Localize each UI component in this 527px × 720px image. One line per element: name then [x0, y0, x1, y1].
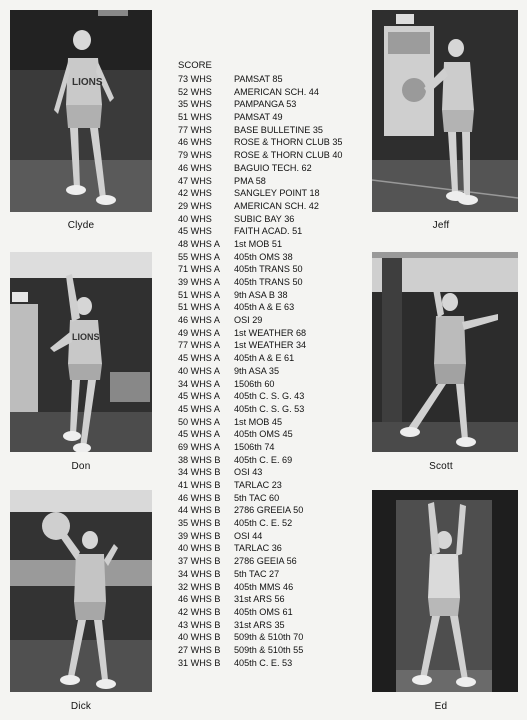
score-row	[178, 301, 368, 314]
score-row	[178, 175, 368, 188]
opponent: TARLAC 36	[234, 543, 282, 554]
opponent: BASE BULLETINE 35	[234, 124, 323, 135]
score-row	[178, 162, 368, 175]
score-value: 50 WHS A	[178, 416, 220, 427]
score-row	[178, 314, 368, 327]
score-row	[178, 631, 368, 644]
score-row	[178, 606, 368, 619]
score-row	[178, 251, 368, 264]
score-value: 79 WHS	[178, 150, 212, 161]
score-value: 69 WHS A	[178, 441, 220, 452]
photo-dick	[10, 490, 152, 692]
score-row	[178, 619, 368, 632]
opponent: 509th & 510th 55	[234, 644, 304, 655]
opponent: 1506th 60	[234, 378, 275, 389]
score-row	[178, 492, 368, 505]
opponent: BAGUIO TECH. 62	[234, 162, 312, 173]
opponent: 405th C. E. 52	[234, 518, 293, 529]
score-row	[178, 225, 368, 238]
opponent: SUBIC BAY 36	[234, 213, 295, 224]
score-row	[178, 327, 368, 340]
score-value: 38 WHS B	[178, 454, 221, 465]
score-row	[178, 428, 368, 441]
score-value: 51 WHS A	[178, 302, 220, 313]
score-value: 45 WHS A	[178, 429, 220, 440]
opponent: 5th TAC 60	[234, 492, 280, 503]
opponent: 405th C. S. G. 53	[234, 403, 305, 414]
photo-jeff	[372, 10, 518, 212]
score-row	[178, 644, 368, 657]
score-value: 51 WHS A	[178, 289, 220, 300]
opponent: SANGLEY POINT 18	[234, 188, 320, 199]
score-value: 27 WHS B	[178, 644, 221, 655]
opponent: 405th C. E. 69	[234, 454, 293, 465]
opponent: 1st MOB 51	[234, 238, 283, 249]
photo-ed	[372, 490, 518, 692]
photo-don	[10, 252, 152, 452]
caption-scott: Scott	[429, 461, 453, 472]
score-row	[178, 213, 368, 226]
opponent: PAMPANGA 53	[234, 99, 297, 110]
score-row	[178, 365, 368, 378]
opponent: 405th OMS 38	[234, 251, 293, 262]
score-heading: SCORE	[178, 60, 212, 71]
opponent: AMERICAN SCH. 44	[234, 86, 319, 97]
score-value: 31 WHS B	[178, 657, 221, 668]
score-row	[178, 339, 368, 352]
score-row	[178, 276, 368, 289]
score-value: 39 WHS A	[178, 277, 220, 287]
opponent: OSI 44	[234, 530, 263, 541]
score-list	[178, 60, 368, 669]
opponent: ROSE & THORN CLUB 35	[234, 137, 343, 148]
score-row	[178, 657, 368, 670]
opponent: 509th & 510th 70	[234, 632, 304, 643]
score-value: 45 WHS	[178, 226, 212, 237]
score-value: 55 WHS A	[178, 251, 220, 262]
score-value: 35 WHS B	[178, 518, 221, 529]
opponent: 405th TRANS 50	[234, 264, 303, 275]
score-value: 71 WHS A	[178, 264, 220, 275]
opponent: 405th C. E. 53	[234, 657, 293, 668]
photo-scott	[372, 252, 518, 452]
caption-dick: Dick	[70, 701, 92, 712]
score-row	[178, 124, 368, 137]
score-value: 45 WHS A	[178, 403, 220, 414]
opponent: 5th TAC 27	[234, 568, 280, 579]
score-value: 42 WHS B	[178, 606, 221, 617]
opponent: 9th ASA 35	[234, 365, 280, 376]
score-row	[178, 555, 368, 568]
score-row	[178, 200, 368, 213]
opponent: 9th ASA B 38	[234, 289, 288, 300]
caption-don: Don	[71, 461, 91, 472]
score-row	[178, 289, 368, 302]
score-value: 46 WHS B	[178, 492, 221, 503]
score-row	[178, 568, 368, 581]
opponent: FAITH ACAD. 51	[234, 226, 303, 237]
score-row	[178, 73, 368, 86]
opponent: 405th A & E 61	[234, 353, 295, 364]
score-value: 34 WHS B	[178, 467, 221, 478]
score-row	[178, 378, 368, 391]
opponent: 1st WEATHER 68	[234, 327, 307, 338]
score-value: 46 WHS	[178, 162, 212, 173]
opponent: PMA 58	[234, 175, 266, 186]
opponent: 1st MOB 45	[234, 416, 283, 427]
score-row	[178, 136, 368, 149]
score-row	[178, 352, 368, 365]
score-value: 46 WHS B	[178, 594, 221, 605]
score-row	[178, 466, 368, 479]
score-row	[178, 530, 368, 543]
opponent: 405th TRANS 50	[234, 277, 303, 287]
jersey-lettering: LIONS	[72, 332, 100, 342]
opponent: OSI 43	[234, 467, 263, 478]
opponent: ROSE & THORN CLUB 40	[234, 150, 343, 161]
score-value: 39 WHS B	[178, 530, 221, 541]
score-value: 45 WHS A	[178, 391, 220, 402]
opponent: 1506th 74	[234, 441, 275, 452]
score-value: 40 WHS A	[178, 365, 220, 376]
opponent: 405th OMS 61	[234, 606, 293, 617]
score-row	[178, 517, 368, 530]
score-value: 73 WHS	[178, 74, 212, 84]
score-row	[178, 98, 368, 111]
score-row	[178, 187, 368, 200]
score-value: 37 WHS B	[178, 556, 221, 567]
score-row	[178, 238, 368, 251]
score-value: 46 WHS	[178, 137, 212, 148]
caption-ed: Ed	[434, 701, 448, 712]
score-row	[178, 542, 368, 555]
caption-jeff: Jeff	[432, 220, 450, 231]
score-value: 45 WHS A	[178, 353, 220, 364]
jersey-lettering: LIONS	[72, 77, 103, 88]
opponent: 405th MMS 46	[234, 581, 294, 592]
opponent: 405th A & E 63	[234, 302, 295, 313]
score-row	[178, 504, 368, 517]
score-row	[178, 441, 368, 454]
score-value: 34 WHS B	[178, 568, 221, 579]
opponent: 405th C. S. G. 43	[234, 391, 305, 402]
score-value: 40 WHS	[178, 213, 212, 224]
score-value: 51 WHS	[178, 112, 212, 123]
score-value: 42 WHS	[178, 188, 212, 199]
photo-clyde	[10, 10, 152, 212]
score-value: 77 WHS	[178, 124, 212, 135]
caption-clyde: Clyde	[67, 220, 95, 231]
score-row	[178, 263, 368, 276]
score-row	[178, 111, 368, 124]
opponent: 31st ARS 35	[234, 619, 285, 630]
score-value: 40 WHS B	[178, 543, 221, 554]
score-row	[178, 581, 368, 594]
opponent: AMERICAN SCH. 42	[234, 200, 319, 211]
score-row	[178, 390, 368, 403]
score-value: 43 WHS B	[178, 619, 221, 630]
score-value: 29 WHS	[178, 200, 212, 211]
opponent: TARLAC 23	[234, 480, 282, 490]
score-row	[178, 86, 368, 99]
score-value: 32 WHS B	[178, 581, 221, 592]
score-value: 44 WHS B	[178, 505, 221, 516]
score-row	[178, 479, 368, 492]
score-value: 47 WHS	[178, 175, 212, 186]
score-row	[178, 454, 368, 467]
opponent: PAMSAT 85	[234, 74, 283, 84]
score-value: 34 WHS A	[178, 378, 220, 389]
opponent: 2786 GEEIA 56	[234, 556, 297, 567]
score-value: 46 WHS A	[178, 315, 220, 326]
opponent: 31st ARS 56	[234, 594, 285, 605]
score-row	[178, 149, 368, 162]
opponent: 405th OMS 45	[234, 429, 293, 440]
score-rows	[178, 73, 368, 669]
score-row	[178, 416, 368, 429]
score-row	[178, 593, 368, 606]
score-row	[178, 403, 368, 416]
score-value: 41 WHS B	[178, 480, 221, 490]
score-value: 52 WHS	[178, 86, 212, 97]
score-value: 35 WHS	[178, 99, 212, 110]
score-value: 48 WHS A	[178, 238, 220, 249]
opponent: OSI 29	[234, 315, 263, 326]
score-value: 77 WHS A	[178, 340, 220, 351]
score-value: 49 WHS A	[178, 327, 220, 338]
opponent: 1st WEATHER 34	[234, 340, 307, 351]
opponent: 2786 GREEIA 50	[234, 505, 304, 516]
opponent: PAMSAT 49	[234, 112, 283, 123]
score-value: 40 WHS B	[178, 632, 221, 643]
